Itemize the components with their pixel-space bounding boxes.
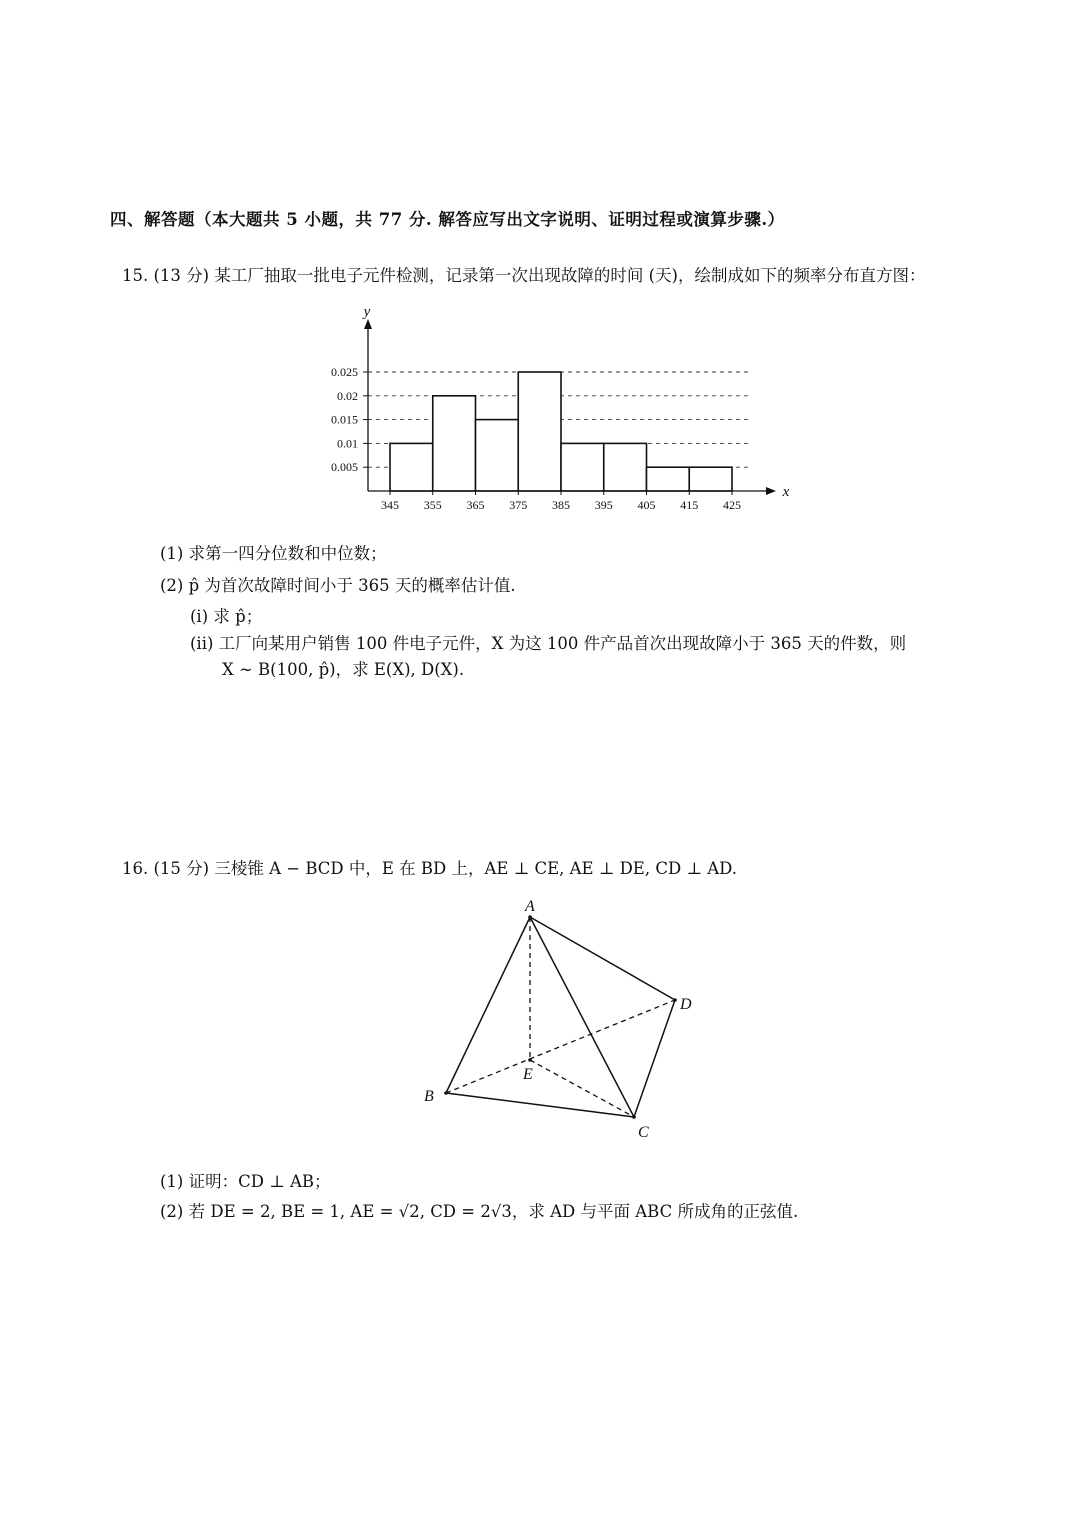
- x-tick-label: 375: [509, 498, 528, 512]
- q16-part1: (1) 证明：CD ⊥ AB；: [160, 1172, 331, 1191]
- y-axis-arrow: [364, 319, 372, 329]
- histogram-bar: [433, 396, 476, 491]
- histogram-bar: [561, 443, 604, 491]
- histogram-bar: [689, 467, 732, 491]
- histogram-bar: [390, 443, 433, 491]
- label-A: A: [525, 898, 535, 915]
- edge-AB: [446, 917, 530, 1093]
- q15-part2-ii: (ii) 工厂向某用户销售 100 件电子元件，X 为这 100 件产品首次出现故障小于 365 天的件数，则: [190, 634, 907, 653]
- section-title: 四、解答题（本大题共 5 小题，共 77 分. 解答应写出文字说明、证明过程或演算步骤.）: [110, 210, 785, 229]
- y-tick-label: 0.02: [337, 388, 358, 403]
- edge-CD: [634, 1000, 675, 1117]
- q15-part1: (1) 求第一四分位数和中位数；: [160, 544, 387, 563]
- point-E: [528, 1058, 532, 1062]
- histogram-bar: [604, 443, 647, 491]
- x-tick-label: 415: [680, 498, 699, 512]
- point-D: [673, 998, 677, 1002]
- label-E: E: [523, 1066, 533, 1083]
- q16-stem: 16. (15 分) 三棱锥 A − BCD 中，E 在 BD 上，AE ⊥ CE, AE ⊥ DE, CD ⊥ AD.: [122, 859, 738, 878]
- q15-part2-ii-cont: X ∼ B(100, p̂)，求 E(X), D(X).: [222, 660, 465, 679]
- q15-part2: (2) p̂ 为首次故障时间小于 365 天的概率估计值.: [160, 576, 516, 595]
- q15-part2-i: (i) 求 p̂；: [190, 607, 263, 626]
- edge-BD: [446, 1000, 675, 1093]
- point-A: [528, 915, 532, 919]
- frequency-histogram: [300, 295, 820, 520]
- label-C: C: [638, 1124, 649, 1141]
- x-tick-label: 345: [381, 498, 399, 512]
- x-tick-label: 355: [423, 498, 442, 512]
- q16-part2: (2) 若 DE = 2, BE = 1, AE = √2, CD = 2√3，求 AD 与平面 ABC 所成角的正弦值.: [160, 1202, 799, 1221]
- x-tick-label: 365: [466, 498, 485, 512]
- point-C: [632, 1115, 636, 1119]
- histogram-bar: [647, 467, 690, 491]
- point-B: [444, 1091, 448, 1095]
- bars: [390, 372, 732, 491]
- y-tick-label: 0.01: [337, 436, 358, 451]
- histogram-bar: [476, 420, 519, 491]
- y-tick-label: 0.025: [331, 365, 358, 379]
- edge-BC: [446, 1093, 634, 1117]
- label-D: D: [680, 996, 692, 1013]
- y-tick-label: 0.005: [331, 460, 358, 475]
- label-B: B: [424, 1088, 434, 1105]
- x-axis-label: x: [782, 484, 790, 500]
- x-tick-label: 385: [552, 498, 570, 512]
- tetrahedron-figure: [410, 890, 710, 1145]
- x-tick-labels: [381, 491, 741, 512]
- x-axis-arrow: [766, 487, 776, 495]
- y-axis-label: y: [363, 304, 371, 320]
- x-tick-label: 405: [637, 498, 656, 512]
- x-tick-label: 395: [594, 498, 613, 512]
- y-tick-labels: [331, 365, 368, 474]
- y-tick-label: 0.015: [331, 412, 358, 427]
- q15-stem: 15. (13 分) 某工厂抽取一批电子元件检测，记录第一次出现故障的时间 (天)，绘制成如下的频率分布直方图：: [122, 266, 926, 285]
- histogram-bar: [518, 372, 561, 491]
- x-tick-label: 425: [723, 498, 741, 512]
